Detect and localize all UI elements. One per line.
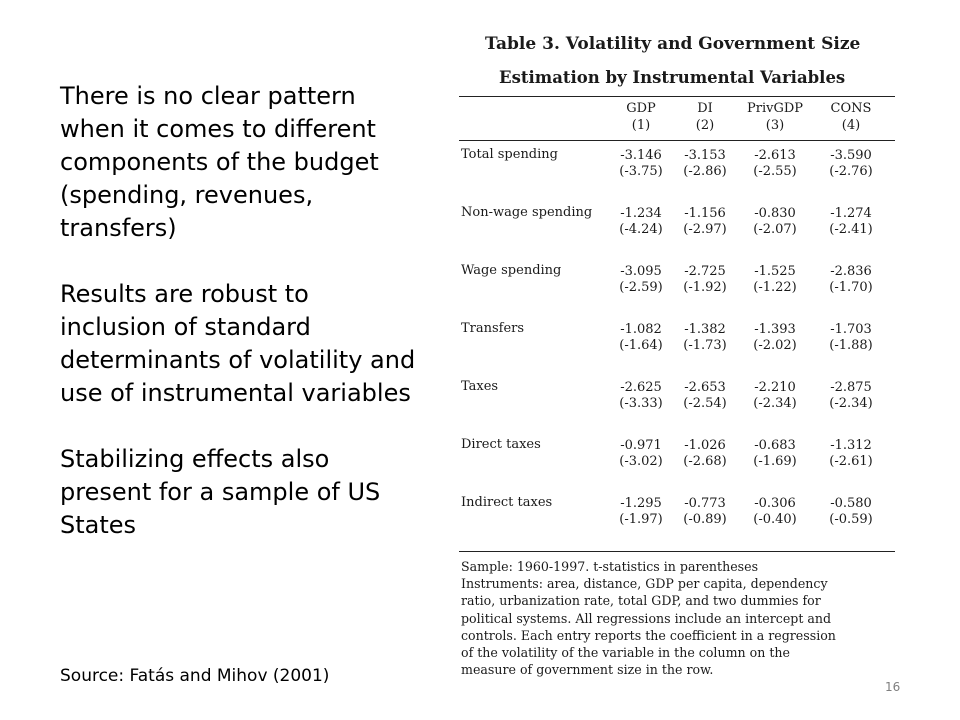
table-cell — [815, 380, 887, 412]
t-statistic: (-2.86) — [683, 164, 727, 179]
table-cell — [605, 438, 677, 470]
t-statistic: (-1.92) — [683, 280, 727, 295]
table-cell — [669, 206, 741, 238]
table-cell — [815, 264, 887, 296]
t-statistic: (-0.89) — [683, 512, 727, 527]
column-name: CONS — [830, 101, 872, 116]
t-statistic: (-1.64) — [619, 338, 663, 353]
table-cell — [739, 496, 811, 528]
t-statistic: (-2.55) — [753, 164, 797, 179]
coefficient: -0.580 — [830, 496, 872, 511]
row-label: Wage spending — [461, 263, 562, 278]
coefficient: -0.683 — [754, 438, 796, 453]
coefficient: -1.525 — [754, 264, 796, 279]
table-cell — [739, 264, 811, 296]
note-line: measure of government size in the row. — [461, 662, 714, 678]
coefficient: -3.590 — [830, 148, 872, 163]
coefficient: -2.625 — [620, 380, 662, 395]
coefficient: -0.830 — [754, 206, 796, 221]
row-label: Transfers — [461, 321, 525, 336]
column-number: (4) — [841, 118, 861, 133]
table-cell — [815, 206, 887, 238]
note-line: Sample: 1960-1997. t-statistics in parentheses — [461, 559, 759, 574]
t-statistic: (-2.61) — [829, 454, 873, 469]
t-statistic: (-3.02) — [619, 454, 663, 469]
row-label: Direct taxes — [461, 437, 541, 452]
t-statistic: (-0.59) — [829, 512, 873, 527]
coefficient: -1.382 — [684, 322, 726, 337]
coefficient: -2.613 — [754, 148, 796, 163]
t-statistic: (-2.76) — [829, 164, 873, 179]
t-statistic: (-1.70) — [829, 280, 873, 295]
table-cell — [669, 438, 741, 470]
table-cell — [605, 148, 677, 180]
coefficient: -0.971 — [620, 438, 662, 453]
table-cell — [739, 322, 811, 354]
table-cell — [739, 148, 811, 180]
bullet-text: Stabilizing effects also present for a sample of US States — [60, 445, 381, 539]
t-statistic: (-0.40) — [753, 512, 797, 527]
coefficient: -1.082 — [620, 322, 662, 337]
note-line: political systems. All regressions include an intercept and — [461, 610, 832, 626]
table-cell — [739, 206, 811, 238]
table-cell — [605, 496, 677, 528]
t-statistic: (-2.54) — [683, 396, 727, 411]
table-rule-bottom — [459, 551, 895, 552]
coefficient: -2.210 — [754, 380, 796, 395]
coefficient: -1.156 — [684, 206, 726, 221]
row-label: Indirect taxes — [461, 495, 553, 510]
coefficient: -1.703 — [830, 322, 872, 337]
coefficient: -2.836 — [830, 264, 872, 279]
column-header — [811, 100, 891, 134]
coefficient: -3.095 — [620, 264, 662, 279]
coefficient: -1.312 — [830, 438, 872, 453]
bullet-text: There is no clear pattern when it comes to different components of the budget (spending, revenues, transfers) — [60, 82, 379, 242]
t-statistic: (-2.34) — [753, 396, 797, 411]
coefficient: -1.274 — [830, 206, 872, 221]
slide-body-text — [60, 80, 420, 542]
note-line: of the volatility of the variable in the column on the — [461, 645, 790, 661]
bullet-text: Results are robust to inclusion of standard determinants of volatility and use of instrumental variables — [60, 280, 416, 407]
coefficient: -3.146 — [620, 148, 662, 163]
column-number: (1) — [631, 118, 651, 133]
table-subtitle: Estimation by Instrumental Variables — [499, 68, 846, 87]
t-statistic: (-4.24) — [619, 222, 663, 237]
table-cell — [605, 206, 677, 238]
row-label: Total spending — [461, 147, 558, 162]
column-number: (2) — [695, 118, 715, 133]
coefficient: -1.295 — [620, 496, 662, 511]
t-statistic: (-2.07) — [753, 222, 797, 237]
coefficient: -1.234 — [620, 206, 662, 221]
coefficient: -1.026 — [684, 438, 726, 453]
table-cell — [669, 264, 741, 296]
t-statistic: (-1.97) — [619, 512, 663, 527]
note-line: controls. Each entry reports the coefficient in a regression — [461, 627, 836, 643]
table-cell — [605, 380, 677, 412]
table-cell — [739, 380, 811, 412]
coefficient: -0.306 — [754, 496, 796, 511]
table-cell — [815, 496, 887, 528]
table-rule-header — [459, 140, 895, 141]
table-title: Table 3. Volatility and Government Size — [485, 34, 861, 54]
t-statistic: (-2.68) — [683, 454, 727, 469]
table-cell — [605, 322, 677, 354]
column-number: (3) — [765, 118, 785, 133]
table-cell — [669, 380, 741, 412]
column-name: GDP — [626, 101, 656, 116]
column-header — [665, 100, 745, 134]
column-name: DI — [697, 101, 713, 116]
table-cell — [669, 496, 741, 528]
table-rule-top — [459, 96, 895, 97]
table-notes — [461, 558, 893, 678]
note-line: Instruments: area, distance, GDP per capita, dependency — [461, 576, 828, 592]
row-label: Non-wage spending — [461, 205, 593, 220]
coefficient: -2.875 — [830, 380, 872, 395]
table-cell — [605, 264, 677, 296]
t-statistic: (-1.73) — [683, 338, 727, 353]
t-statistic: (-2.34) — [829, 396, 873, 411]
t-statistic: (-3.75) — [619, 164, 663, 179]
table-cell — [669, 322, 741, 354]
coefficient: -3.153 — [684, 148, 726, 163]
coefficient: -2.725 — [684, 264, 726, 279]
regression-table — [455, 28, 895, 698]
t-statistic: (-1.69) — [753, 454, 797, 469]
slide-number: 16 — [885, 680, 901, 694]
source-citation: Source: Fatás and Mihov (2001) — [60, 666, 330, 686]
coefficient: -0.773 — [684, 496, 726, 511]
coefficient: -1.393 — [754, 322, 796, 337]
row-label: Taxes — [461, 379, 499, 394]
coefficient: -2.653 — [684, 380, 726, 395]
t-statistic: (-2.97) — [683, 222, 727, 237]
table-cell — [739, 438, 811, 470]
column-header — [735, 100, 815, 134]
t-statistic: (-1.88) — [829, 338, 873, 353]
table-cell — [669, 148, 741, 180]
t-statistic: (-1.22) — [753, 280, 797, 295]
t-statistic: (-3.33) — [619, 396, 663, 411]
t-statistic: (-2.02) — [753, 338, 797, 353]
column-name: PrivGDP — [746, 101, 804, 116]
t-statistic: (-2.41) — [829, 222, 873, 237]
t-statistic: (-2.59) — [619, 280, 663, 295]
table-cell — [815, 438, 887, 470]
table-cell — [815, 148, 887, 180]
note-line: ratio, urbanization rate, total GDP, and two dummies for — [461, 593, 821, 609]
table-cell — [815, 322, 887, 354]
